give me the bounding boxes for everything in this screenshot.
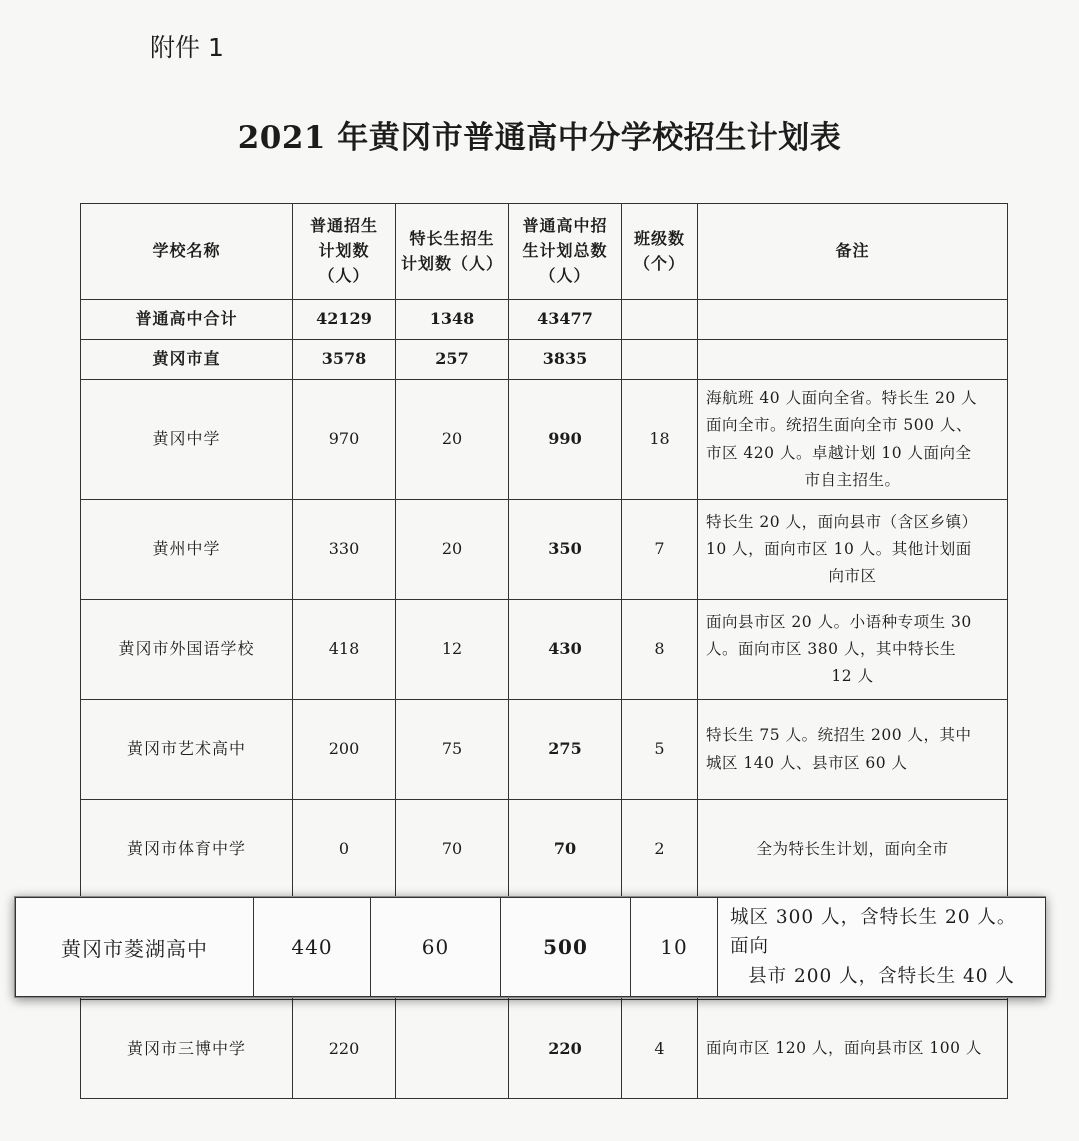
regular-count: 42129 [293,300,396,340]
class-count: 8 [622,600,698,700]
class-count: 5 [622,700,698,800]
special-count: 60 [371,898,501,997]
special-count: 257 [396,340,509,380]
highlighted-row-callout [14,896,1046,998]
class-count [622,340,698,380]
regular-count: 330 [293,500,396,600]
header-special-plan: 特长生招生 计划数（人） [396,204,509,300]
school-name: 黄冈市体育中学 [81,800,293,900]
school-name: 黄州中学 [81,500,293,600]
total-count: 500 [501,898,631,997]
total-count: 350 [509,500,622,600]
school-name: 黄冈市直 [81,340,293,380]
special-count: 70 [396,800,509,900]
header-school-name: 学校名称 [81,204,293,300]
regular-count: 418 [293,600,396,700]
class-count: 4 [622,1000,698,1099]
school-name: 黄冈中学 [81,380,293,500]
total-count: 220 [509,1000,622,1099]
table-row [81,600,1008,700]
total-count: 430 [509,600,622,700]
table-row [81,380,1008,500]
school-name: 普通高中合计 [81,300,293,340]
remarks [698,340,1008,380]
regular-count: 3578 [293,340,396,380]
remarks: 面向市区 120 人，面向县市区 100 人 [698,1000,1008,1099]
school-name: 黄冈市菱湖高中 [16,898,254,997]
header-remarks: 备注 [698,204,1008,300]
regular-count: 440 [254,898,371,997]
table-header-row [81,204,1008,300]
attachment-label: 附件 1 [150,33,224,62]
class-count: 10 [631,898,718,997]
school-name: 黄冈市三博中学 [81,1000,293,1099]
special-count [396,1000,509,1099]
special-count: 12 [396,600,509,700]
remarks: 面向县市区 20 人。小语种专项生 30 人。面向市区 380 人，其中特长生 12 人 [698,600,1008,700]
header-regular-plan: 普通招生 计划数 （人） [293,204,396,300]
remarks [698,300,1008,340]
special-count: 1348 [396,300,509,340]
total-count: 70 [509,800,622,900]
document-title: 2021 年黄冈市普通高中分学校招生计划表 [237,120,842,156]
table-row [81,800,1008,900]
regular-count: 200 [293,700,396,800]
remarks: 特长生 20 人，面向县市（含区乡镇） 10 人，面向市区 10 人。其他计划面 向市区 [698,500,1008,600]
table-row [81,300,1008,340]
table-row [81,500,1008,600]
regular-count: 220 [293,1000,396,1099]
class-count: 18 [622,380,698,500]
total-count: 3835 [509,340,622,380]
remarks: 城区 300 人，含特长生 20 人。面向 县市 200 人，含特长生 40 人 [718,898,1046,997]
school-name: 黄冈市外国语学校 [81,600,293,700]
table-row [81,340,1008,380]
class-count: 7 [622,500,698,600]
remarks: 全为特长生计划，面向全市 [698,800,1008,900]
total-count: 275 [509,700,622,800]
remarks: 海航班 40 人面向全省。特长生 20 人 面向全市。统招生面向全市 500 人、 市区 420 人。卓越计划 10 人面向全 市自主招生。 [698,380,1008,500]
total-count: 990 [509,380,622,500]
school-name: 黄冈市艺术高中 [81,700,293,800]
table-row-highlighted [16,898,1046,997]
header-class-count: 班级数 （个） [622,204,698,300]
table-row [81,1000,1008,1099]
regular-count: 0 [293,800,396,900]
regular-count: 970 [293,380,396,500]
class-count [622,300,698,340]
total-count: 43477 [509,300,622,340]
special-count: 75 [396,700,509,800]
special-count: 20 [396,380,509,500]
remarks: 特长生 75 人。统招生 200 人，其中 城区 140 人、县市区 60 人 [698,700,1008,800]
table-row [81,700,1008,800]
class-count: 2 [622,800,698,900]
special-count: 20 [396,500,509,600]
header-total-plan: 普通高中招 生计划总数 （人） [509,204,622,300]
